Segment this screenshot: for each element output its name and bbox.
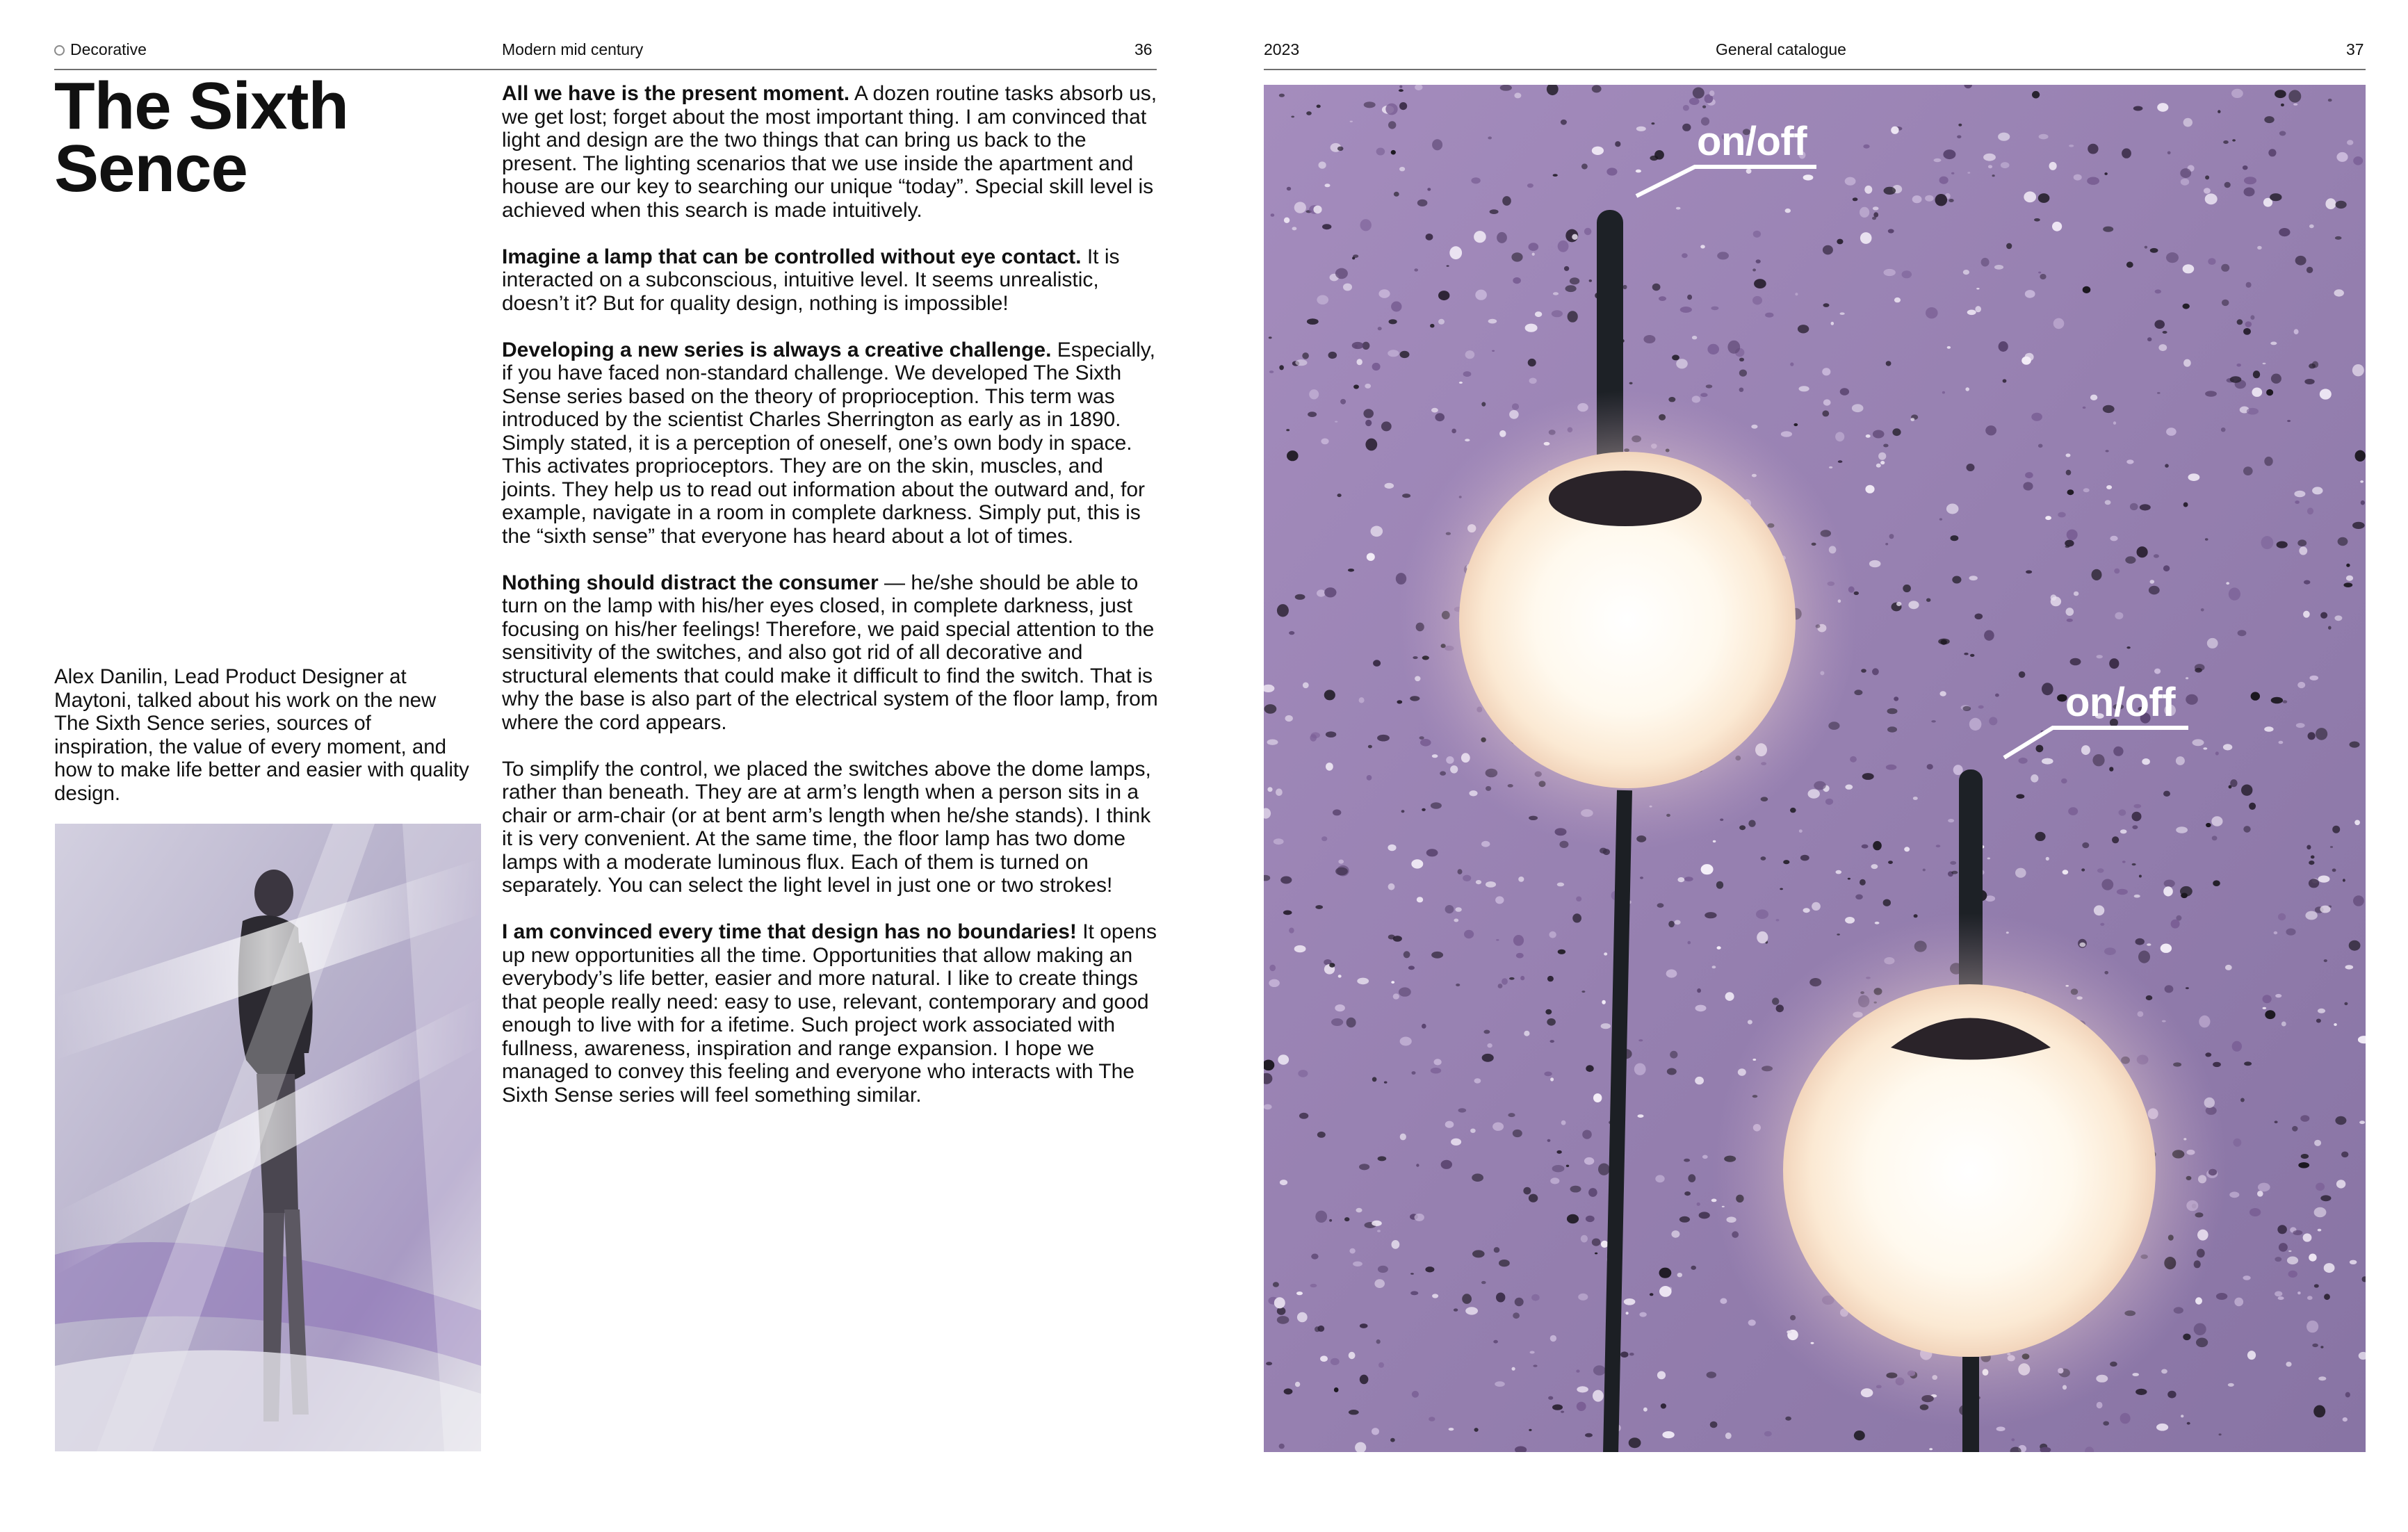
page-title	[54, 69, 349, 206]
article-paragraph	[502, 245, 1162, 316]
on-off-label-1: on/off	[1697, 119, 1807, 164]
article-paragraph	[502, 82, 1162, 222]
section-label	[54, 40, 147, 59]
title-line-1: The Sixth	[54, 69, 349, 143]
section-name: Decorative	[70, 40, 147, 58]
lead-in: Developing a new series is always a creative challenge.	[502, 338, 1052, 361]
catalogue-year: 2023	[1264, 40, 1300, 58]
right-header-rule	[1264, 69, 2366, 70]
intro-text: Alex Danilin, Lead Product Designer at Maytoni, talked about his work on the new The Sixth Sence series, sources of inspiration, the value of every moment, and how to make life better and easier with quality design.	[54, 665, 469, 805]
lead-in: Nothing should distract the consumer	[502, 571, 879, 594]
lamp-stand-2	[1962, 1357, 1979, 1452]
left-page-number: 36	[1134, 40, 1153, 58]
lamp-shade-1	[1549, 471, 1702, 526]
lead-in: Imagine a lamp that can be controlled without eye contact.	[502, 245, 1082, 268]
on-off-label-2: on/off	[2065, 680, 2176, 725]
right-page-number: 37	[2346, 40, 2364, 58]
collection-label: Modern mid century	[502, 40, 644, 58]
paragraph-text: To simplify the control, we placed the switches above the dome lamps, rather than beneath. They are at arm’s length when a person sits in a chair or arm-chair (or at bent arm’s length when he/she stands). I think it is very convenient. At the same time, the floor lamp has two dome lamps with a moderate luminous flux. Each of them is turned on separately. You can select the light level in just one or two strokes!	[502, 757, 1151, 897]
article-paragraph	[502, 758, 1162, 897]
paragraph-text: It opens up new opportunities all the time. Opportunities that allow making an everybody’s life better, easier and more natural. I like to create things that people really need: easy to use, relevant, contemporary and good enough to live with for a ifetime. Such project work associated with fullness, awareness, inspiration and range expansion. I hope we managed to convey this feeling and everyone who interacts with The Sixth Sense series will feel something similar.	[502, 920, 1157, 1107]
lead-in: I am convinced every time that design has no boundaries!	[502, 920, 1077, 943]
title-line-2: Sence	[54, 131, 247, 206]
designer-portrait-image	[55, 824, 481, 1451]
article-body	[502, 82, 1162, 1130]
article-paragraph	[502, 571, 1162, 735]
paragraph-text: It is interacted on a subconscious, intuitive level. It seems unrealistic, doesn’t it? But for quality design, nothing is impossible!	[502, 245, 1120, 315]
paragraph-text: A dozen routine tasks absorb us, we get lost; forget about the most important thing. I am convinced that light and design are the two things that can bring us back to the present. The lighting scenarios that we use inside the apartment and house are our key to searching our unique “today”. Special skill level is achieved when this search is made intuitively.	[502, 82, 1157, 222]
catalogue-title: General catalogue	[1716, 40, 1846, 58]
article-paragraph	[502, 339, 1162, 548]
article-paragraph	[502, 920, 1162, 1107]
lead-in: All we have is the present moment.	[502, 82, 850, 105]
paragraph-text: — he/she should be able to turn on the lamp with his/her eyes closed, in complete darkness, just focusing on his/her feelings! Therefore, we paid special attention to the sensitivity of the switches, and also got rid of all decorative and structural elements that could make it difficult to find the switch. That is why the base is also part of the electrical system of the floor lamp, from where the cord appears.	[502, 571, 1158, 734]
floor-lamp-photo	[1264, 85, 2366, 1452]
circle-bullet-icon	[54, 45, 65, 56]
paragraph-text: Especially, if you have faced non-standard challenge. We developed The Sixth Sense series based on the theory of proprioception. This term was introduced by the scientist Charles Sherrington as early as in 1890. Simply stated, it is a perception of oneself, one’s own body in space. This activates proprioceptors. They are on the skin, muscles, and joints. They help us to read out information about the outward and, for example, navigate in a room in complete darkness. Simply put, this is the “sixth sense” that everyone has heard about a lot of times.	[502, 338, 1155, 548]
